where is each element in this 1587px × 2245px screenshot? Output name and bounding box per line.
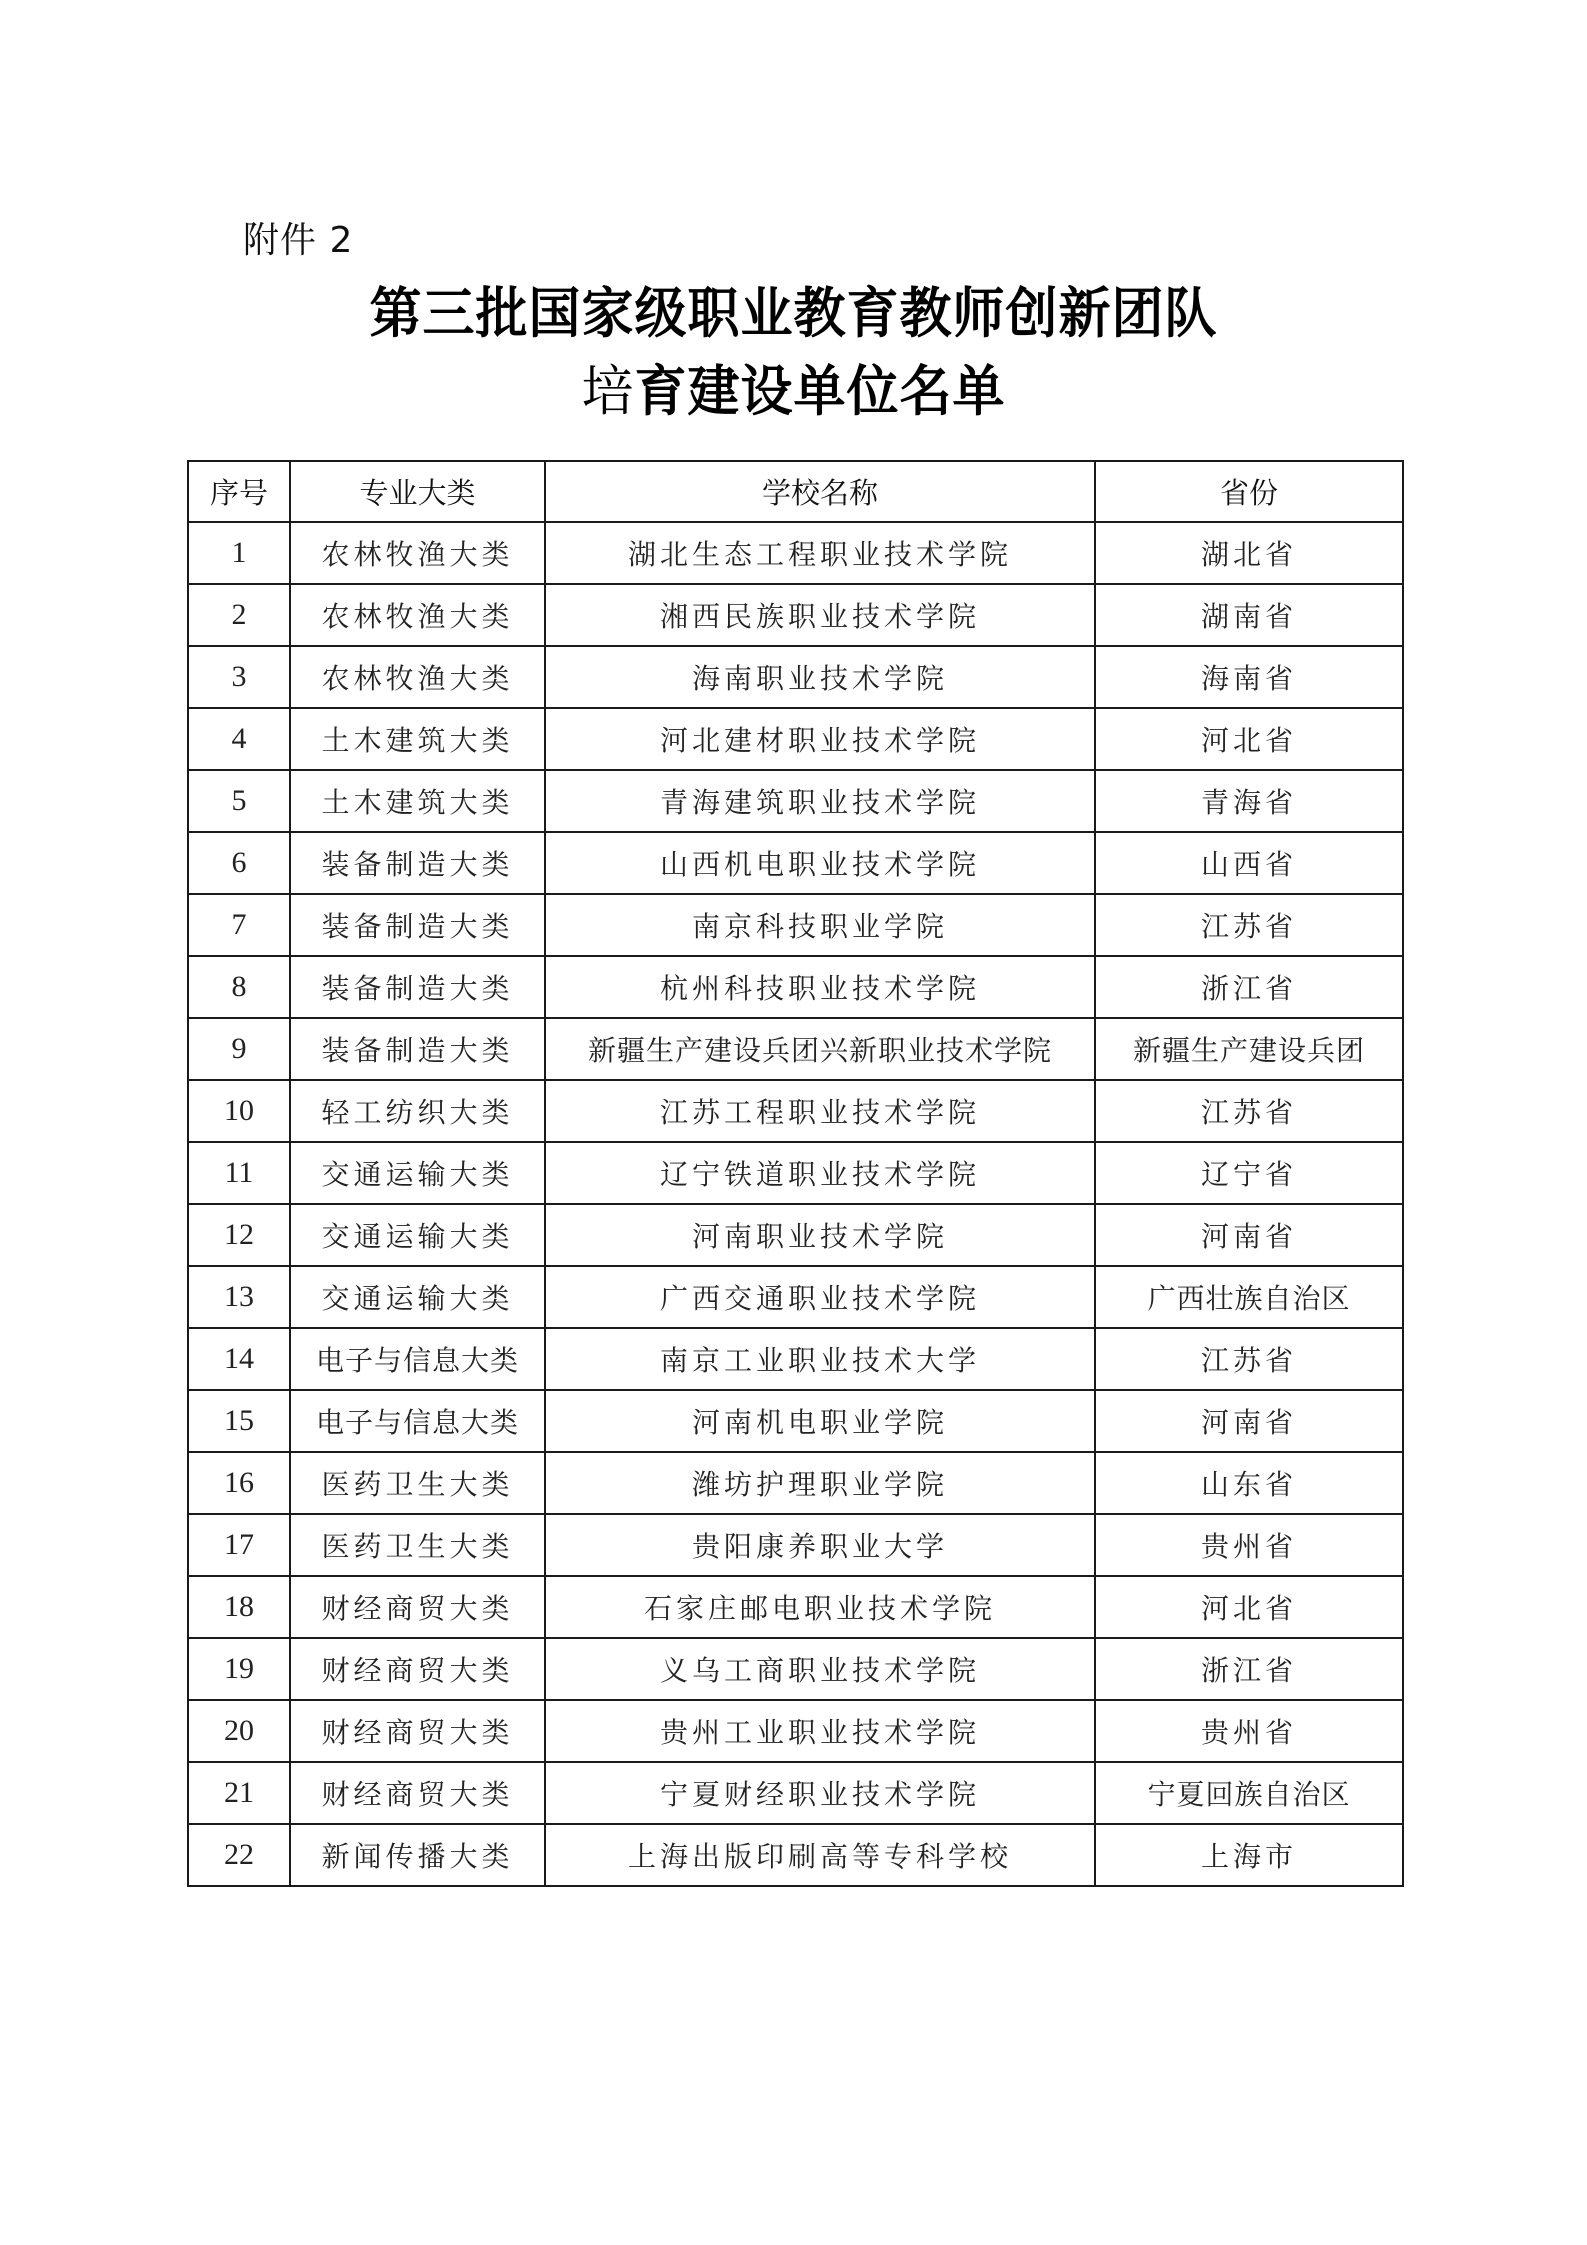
row-province: 山东省 <box>1095 1452 1403 1514</box>
table-row <box>188 1762 1403 1824</box>
table-row <box>188 1328 1403 1390</box>
title-line2-first-char: 培 <box>581 360 635 424</box>
table-row <box>188 708 1403 770</box>
row-major-category: 医药卫生大类 <box>290 1452 545 1514</box>
row-province: 新疆生产建设兵团 <box>1095 1018 1403 1080</box>
row-school-name: 贵州工业职业技术学院 <box>545 1700 1095 1762</box>
row-school-name: 河南机电职业学院 <box>545 1390 1095 1452</box>
table-header-row <box>188 461 1403 522</box>
row-major-category: 财经商贸大类 <box>290 1576 545 1638</box>
row-province: 贵州省 <box>1095 1700 1403 1762</box>
row-major-category: 财经商贸大类 <box>290 1638 545 1700</box>
row-province: 海南省 <box>1095 646 1403 708</box>
row-province: 河北省 <box>1095 708 1403 770</box>
row-serial-number: 11 <box>188 1142 290 1204</box>
row-province: 江苏省 <box>1095 1080 1403 1142</box>
row-serial-number: 16 <box>188 1452 290 1514</box>
row-school-name: 义乌工商职业技术学院 <box>545 1638 1095 1700</box>
row-school-name: 广西交通职业技术学院 <box>545 1266 1095 1328</box>
row-province: 贵州省 <box>1095 1514 1403 1576</box>
row-serial-number: 17 <box>188 1514 290 1576</box>
row-province: 湖北省 <box>1095 522 1403 584</box>
row-school-name: 湘西民族职业技术学院 <box>545 584 1095 646</box>
row-province: 宁夏回族自治区 <box>1095 1762 1403 1824</box>
row-major-category: 农林牧渔大类 <box>290 522 545 584</box>
row-major-category: 财经商贸大类 <box>290 1762 545 1824</box>
row-major-category: 电子与信息大类 <box>290 1328 545 1390</box>
row-school-name: 湖北生态工程职业技术学院 <box>545 522 1095 584</box>
row-serial-number: 18 <box>188 1576 290 1638</box>
row-school-name: 新疆生产建设兵团兴新职业技术学院 <box>545 1018 1095 1080</box>
row-serial-number: 15 <box>188 1390 290 1452</box>
row-school-name: 杭州科技职业技术学院 <box>545 956 1095 1018</box>
row-major-category: 装备制造大类 <box>290 832 545 894</box>
row-school-name: 宁夏财经职业技术学院 <box>545 1762 1095 1824</box>
row-serial-number: 9 <box>188 1018 290 1080</box>
row-province: 江苏省 <box>1095 1328 1403 1390</box>
row-serial-number: 1 <box>188 522 290 584</box>
row-province: 青海省 <box>1095 770 1403 832</box>
row-school-name: 石家庄邮电职业技术学院 <box>545 1576 1095 1638</box>
row-province: 浙江省 <box>1095 956 1403 1018</box>
row-major-category: 财经商贸大类 <box>290 1700 545 1762</box>
row-serial-number: 22 <box>188 1824 290 1886</box>
row-school-name: 江苏工程职业技术学院 <box>545 1080 1095 1142</box>
table-row <box>188 1204 1403 1266</box>
row-serial-number: 21 <box>188 1762 290 1824</box>
row-province: 湖南省 <box>1095 584 1403 646</box>
table-row <box>188 522 1403 584</box>
attachment-label: 附件 2 <box>243 220 354 261</box>
row-major-category: 交通运输大类 <box>290 1142 545 1204</box>
row-major-category: 交通运输大类 <box>290 1204 545 1266</box>
row-school-name: 山西机电职业技术学院 <box>545 832 1095 894</box>
table-row <box>188 1080 1403 1142</box>
table-row <box>188 1018 1403 1080</box>
row-province: 河南省 <box>1095 1204 1403 1266</box>
row-serial-number: 10 <box>188 1080 290 1142</box>
row-province: 河南省 <box>1095 1390 1403 1452</box>
row-province: 河北省 <box>1095 1576 1403 1638</box>
header-major-category: 专业大类 <box>290 461 545 522</box>
row-serial-number: 14 <box>188 1328 290 1390</box>
table-row <box>188 646 1403 708</box>
table-row <box>188 770 1403 832</box>
row-province: 广西壮族自治区 <box>1095 1266 1403 1328</box>
row-school-name: 河北建材职业技术学院 <box>545 708 1095 770</box>
row-serial-number: 4 <box>188 708 290 770</box>
row-serial-number: 19 <box>188 1638 290 1700</box>
table-row <box>188 1142 1403 1204</box>
row-school-name: 青海建筑职业技术学院 <box>545 770 1095 832</box>
row-major-category: 土木建筑大类 <box>290 708 545 770</box>
table-row <box>188 1390 1403 1452</box>
row-major-category: 农林牧渔大类 <box>290 646 545 708</box>
table-row <box>188 894 1403 956</box>
row-school-name: 南京工业职业技术大学 <box>545 1328 1095 1390</box>
row-school-name: 海南职业技术学院 <box>545 646 1095 708</box>
row-major-category: 医药卫生大类 <box>290 1514 545 1576</box>
row-serial-number: 20 <box>188 1700 290 1762</box>
header-school-name: 学校名称 <box>545 461 1095 522</box>
header-province: 省份 <box>1095 461 1403 522</box>
row-school-name: 贵阳康养职业大学 <box>545 1514 1095 1576</box>
row-major-category: 装备制造大类 <box>290 956 545 1018</box>
document-title-line2 <box>0 358 1587 425</box>
table-row <box>188 1700 1403 1762</box>
row-school-name: 上海出版印刷高等专科学校 <box>545 1824 1095 1886</box>
table-row <box>188 832 1403 894</box>
row-major-category: 农林牧渔大类 <box>290 584 545 646</box>
header-serial-number: 序号 <box>188 461 290 522</box>
row-major-category: 交通运输大类 <box>290 1266 545 1328</box>
row-major-category: 土木建筑大类 <box>290 770 545 832</box>
row-serial-number: 5 <box>188 770 290 832</box>
row-province: 山西省 <box>1095 832 1403 894</box>
row-serial-number: 13 <box>188 1266 290 1328</box>
table-row <box>188 956 1403 1018</box>
row-school-name: 辽宁铁道职业技术学院 <box>545 1142 1095 1204</box>
row-major-category: 电子与信息大类 <box>290 1390 545 1452</box>
row-serial-number: 7 <box>188 894 290 956</box>
row-province: 上海市 <box>1095 1824 1403 1886</box>
document-title-line1: 第三批国家级职业教育教师创新团队 <box>369 281 1218 346</box>
table-row <box>188 1266 1403 1328</box>
unit-roster-table <box>187 460 1404 1887</box>
row-major-category: 装备制造大类 <box>290 894 545 956</box>
table-row <box>188 584 1403 646</box>
row-major-category: 新闻传播大类 <box>290 1824 545 1886</box>
row-school-name: 潍坊护理职业学院 <box>545 1452 1095 1514</box>
row-serial-number: 2 <box>188 584 290 646</box>
row-province: 辽宁省 <box>1095 1142 1403 1204</box>
table-body <box>188 522 1403 1886</box>
table-row <box>188 1452 1403 1514</box>
row-school-name: 河南职业技术学院 <box>545 1204 1095 1266</box>
row-major-category: 装备制造大类 <box>290 1018 545 1080</box>
title-line2-rest: 育建设单位名单 <box>634 359 1006 424</box>
table-row <box>188 1576 1403 1638</box>
row-province: 浙江省 <box>1095 1638 1403 1700</box>
row-serial-number: 6 <box>188 832 290 894</box>
row-serial-number: 3 <box>188 646 290 708</box>
row-serial-number: 12 <box>188 1204 290 1266</box>
table-row <box>188 1824 1403 1886</box>
table-row <box>188 1638 1403 1700</box>
row-major-category: 轻工纺织大类 <box>290 1080 545 1142</box>
row-school-name: 南京科技职业学院 <box>545 894 1095 956</box>
row-serial-number: 8 <box>188 956 290 1018</box>
table-row <box>188 1514 1403 1576</box>
row-province: 江苏省 <box>1095 894 1403 956</box>
